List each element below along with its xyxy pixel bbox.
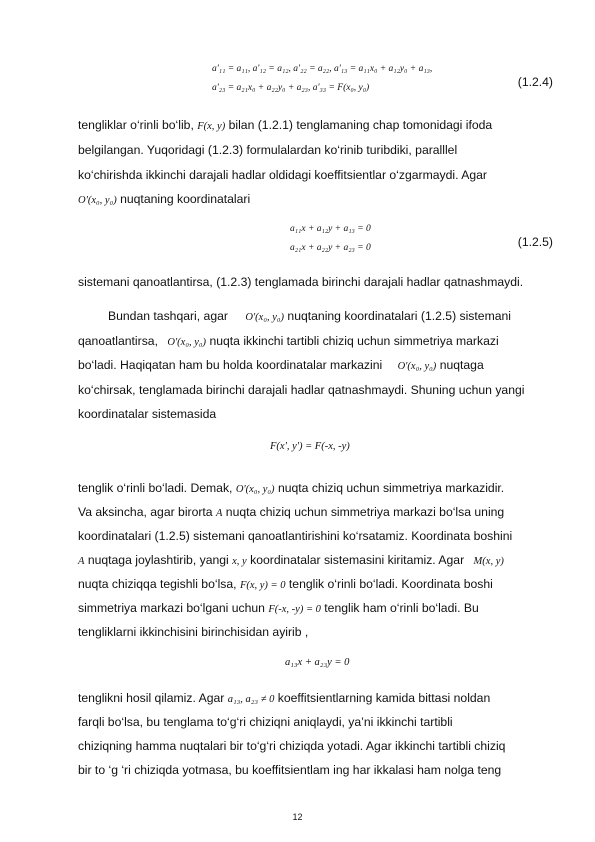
text: bo‘ladi. Haqiqatan ham bu holda koordinatalar markazini [78,358,383,372]
math-inline: F(x, y) [197,121,226,132]
text: tenglik ham o‘rinli bo‘ladi. Bu [324,601,479,615]
math-inline: O'(x₀, y₀) [235,484,275,495]
paragraph-3-line-2 [78,334,499,350]
paragraph-4-line-4 [78,553,504,569]
paragraph-5-line-3: chiziqning hamma nuqtalari bir to‘g‘ri chiziqda yotadi. Agar ikkinchi tartibli chiziq [78,739,506,753]
text: nuqta ikkinchi tartibli chiziq uchun simmetriya markazi [209,334,499,348]
equation-difference: a₁₃x + a₂₃y = 0 [285,657,350,668]
paragraph-4-line-5 [78,577,493,593]
text: tenglik o‘rinli bo‘ladi. Koordinata boshi [288,577,493,591]
equation-1-2-4-row2: a'₂₃ = a₂₁x₀ + a₂₂y₀ + a₂₃, a'₃₃ = F(x₀, y₀) [212,83,370,93]
text: nuqtaning koordinatalari [120,192,251,206]
paragraph-3-line-5: koordinatalar sistemasida [78,407,217,421]
paragraph-3-line-3 [78,358,484,374]
paragraph-4-line-1 [78,481,504,497]
paragraph-4-line-6 [78,601,479,617]
text: Bundan tashqari, agar [108,309,228,323]
text: Va aksincha, agar birorta [78,505,213,519]
math-inline: M(x, y) [473,556,504,567]
paragraph-4-line-7: tengliklarni ikkinchisini birinchisidan ayirib , [78,625,309,639]
text: nuqta chiziqqa tegishli bo‘lsa, [78,577,237,591]
equation-number-1-2-5: (1.2.5) [517,235,553,249]
paragraph-4-line-2 [78,505,504,521]
paragraph-5-line-2: farqli bo‘lsa, bu tenglama to‘g‘ri chiziqni aniqlaydi, ya’ni ikkinchi tartibli [78,715,453,729]
math-inline: F(x, y) = 0 [239,580,286,591]
equation-1-2-5-row2: a₂₁x + a₂₂y + a₂₃ = 0 [290,243,371,253]
math-inline: O'(x₀, y₀) [397,361,437,372]
math-inline: O'(x₀, y₀) [245,312,285,323]
equation-number-1-2-4: (1.2.4) [517,75,553,89]
math-inline: a₁₃, a₂₃ ≠ 0 [227,694,275,705]
text: simmetriya markazi bo‘lgani uchun [78,601,265,615]
paragraph-5-line-1 [78,691,490,707]
equation-1-2-4-row1: a'₁₁ = a₁₁, a'₁₂ = a₁₂, a'₂₂ = a₂₂, a'₁₃ = a₁₁x₀ + a₁₂y₀ + a₁₃, [212,64,433,74]
paragraph-3-line-1 [108,309,511,325]
equation-symmetry: F(x', y') = F(-x, -y) [270,441,350,452]
text: nuqta chiziq uchun simmetriya markazidir. [277,481,505,495]
math-inline: A [215,508,223,519]
text: tenglik o‘rinli bo‘ladi. Demak, [78,481,233,495]
paragraph-3-line-4: ko‘chirsak, tenglamada birinchi darajali hadlar qatnashmaydi. Shuning uchun yangi [78,383,525,397]
page-number: 12 [292,812,303,822]
math-inline: O'(x₀, y₀) [167,337,207,348]
paragraph-1-line-4 [78,192,250,208]
paragraph-4-line-3: koordinatalari (1.2.5) sistemani qanoatlantirishini ko‘rsatamiz. Koordinata boshini [78,529,513,543]
text: tengliklar o‘rinli bo‘lib, [78,118,194,132]
text: nuqtaga [439,358,484,372]
text: nuqtaga joylashtirib, yangi [87,553,229,567]
paragraph-2-line-1: sistemani qanoatlantirsa, (1.2.3) tenglamada birinchi darajali hadlar qatnashmaydi. [78,275,524,289]
text: qanoatlantirsa, [78,334,158,348]
paragraph-1-line-2: belgilangan. Yuqoridagi (1.2.3) formulalardan ko‘rinib turibdiki, paralllel [78,143,458,157]
text: koordinatalar sistemasini kiritamiz. Agar [250,553,465,567]
text: bilan (1.2.1) tenglamaning chap tomonidagi ifoda [228,118,493,132]
paragraph-1-line-3: ko‘chirishda ikkinchi darajali hadlar oldidagi koeffitsientlar o‘zgarmaydi. Agar [78,168,487,182]
text: tenglikni hosil qilamiz. Agar [78,691,225,705]
math-inline: F(-x, -y) = 0 [268,604,321,615]
equation-1-2-5-row1: a₁₁x + a₁₂y + a₁₃ = 0 [290,224,371,234]
paragraph-1-line-1 [78,118,492,134]
paragraph-5-line-4: bir to ‘g ‘ri chiziqda yotmasa, bu koeffitsientlam ing har ikkalasi ham nolga teng [78,763,502,777]
text: nuqtaning koordinatalari (1.2.5) sistemani [287,309,511,323]
text: koeffitsientlarning kamida bittasi noldan [277,691,491,705]
math-inline: x, y [232,556,247,567]
math-inline: O'(x₀, y₀) [78,195,117,206]
math-inline: A [78,556,85,567]
text: nuqta chiziq uchun simmetriya markazi bo‘lsa uning [225,505,505,519]
